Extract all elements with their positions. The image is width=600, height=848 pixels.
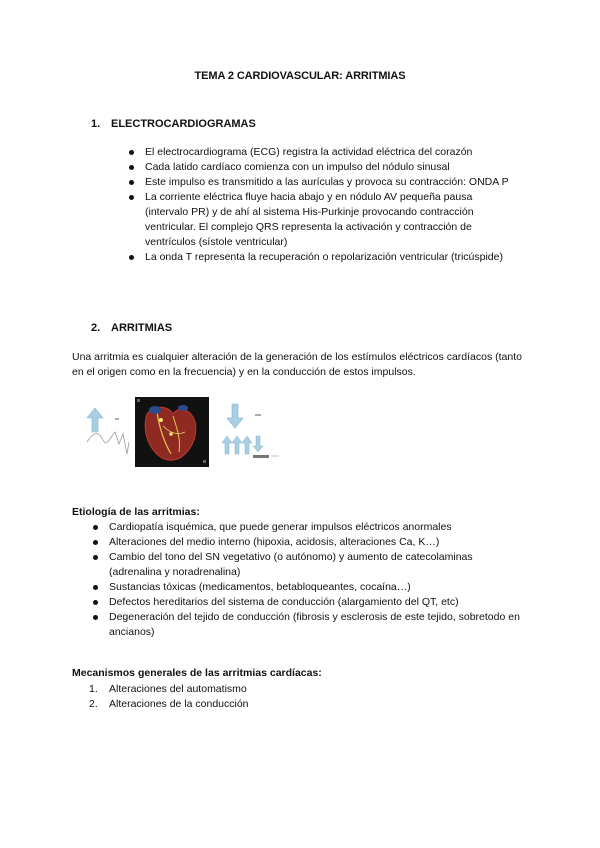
section-heading-arritmias <box>91 322 172 334</box>
list-item: Cambio del tono del SN vegetativo (o autónomo) y aumento de catecolaminas (adrenalina y noradrenalina) <box>109 550 519 580</box>
list-item-text: Alteraciones del automatismo <box>109 683 247 695</box>
small-down-arrow-icon <box>253 436 279 458</box>
etiology-heading: Etiología de las arritmias: <box>72 506 200 518</box>
list-item: Cada latido cardíaco comienza con un impulso del nódulo sinusal <box>145 160 535 175</box>
heart-conduction-illustration <box>85 392 280 472</box>
list-item: Defectos hereditarios del sistema de conducción (alargamiento del QT, etc) <box>109 595 529 610</box>
section-title: ARRITMIAS <box>111 322 173 334</box>
list-item <box>89 682 509 697</box>
list-item: Este impulso es transmitido a las aurículas y provoca su contracción: ONDA P <box>145 175 525 190</box>
mechanisms-heading: Mecanismos generales de las arritmias cardíacas: <box>72 667 322 679</box>
section-number: 2. <box>91 322 101 334</box>
list-item: El electrocardiograma (ECG) registra la actividad eléctrica del corazón <box>145 145 535 160</box>
list-item: La corriente eléctrica fluye hacia abajo y en nódulo AV pequeña pausa (intervalo PR) y de ahí al sistema His-Purkinje provocando contracción ventricular. El complejo QRS representa la activación y contracción de ventrículos (sístole ventricular) <box>145 191 474 248</box>
ecg-bullet-list <box>145 145 535 265</box>
section-heading-electrocardiogramas <box>91 118 256 130</box>
list-item: Cardiopatía isquémica, que puede generar impulsos eléctricos anormales <box>109 520 529 535</box>
list-item: Sustancias tóxicas (medicamentos, betabloqueantes, cocaína…) <box>109 580 529 595</box>
list-item <box>89 697 509 712</box>
section-title: ELECTROCARDIOGRAMAS <box>111 118 256 130</box>
etiology-bullet-list <box>109 520 529 640</box>
mechanisms-list <box>89 682 509 712</box>
list-item: La onda T representa la recuperación o repolarización ventricular (tricúspide) <box>145 250 535 265</box>
arritmia-definition: Una arritmia es cualquier alteración de la generación de los estímulos eléctricos cardíacos (tanto en el origen como en la frecuencia) y en la conducción de estos impulsos. <box>72 351 522 378</box>
arrhythmia-figure <box>85 392 280 472</box>
page-title: TEMA 2 CARDIOVASCULAR: ARRITMIAS <box>194 70 406 82</box>
ecg-wave-icon <box>87 432 129 454</box>
up-arrow-icon <box>87 408 119 432</box>
list-number: 2. <box>89 698 98 710</box>
small-up-arrows-icon <box>222 436 252 454</box>
list-number: 1. <box>89 683 98 695</box>
list-item: Degeneración del tejido de conducción (fibrosis y esclerosis de este tejido, sobretodo en ancianos) <box>109 610 529 640</box>
list-item: Alteraciones del medio interno (hipoxia, acidosis, alteraciones Ca, K…) <box>109 535 529 550</box>
heart-image <box>135 397 209 467</box>
down-arrow-icon <box>227 404 261 428</box>
section-number: 1. <box>91 118 101 130</box>
list-item-text: Alteraciones de la conducción <box>109 698 249 710</box>
